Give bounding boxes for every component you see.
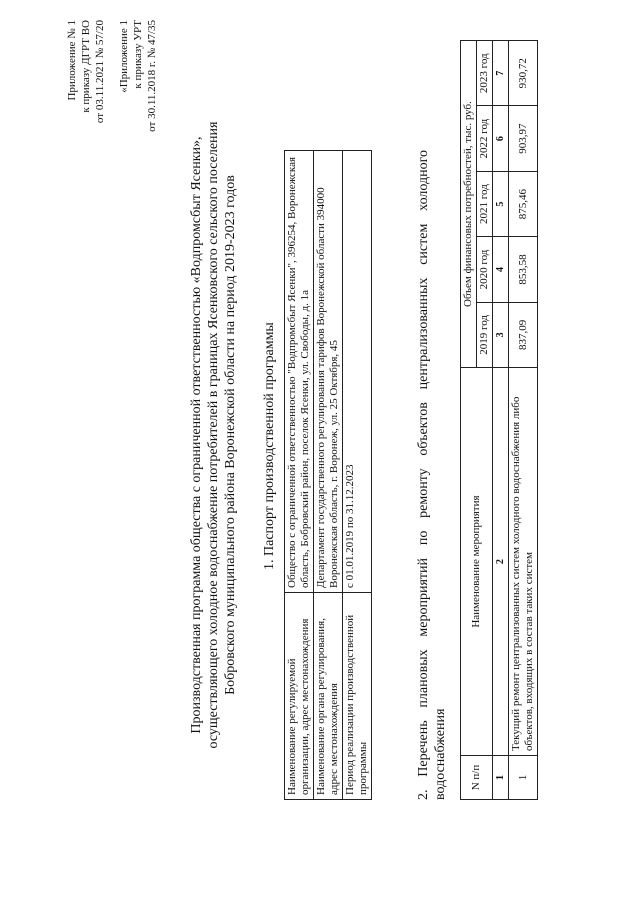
row-value-2021: 875,46 (509, 171, 538, 236)
appendix-1-line1: Приложение № 1 (66, 20, 78, 101)
passport-value: Департамент государственного регулирования тарифов Воронежской области 394000 Воронежская область, г. Воронеж, ул. 25 Октября, 45 (314, 151, 343, 593)
appendix-2-line3: от 30.11.2018 г. № 47/35 (146, 20, 158, 132)
section2-heading: 2. Перечень плановых мероприятий по ремонту объектов централизованных систем холодного водоснабжения (416, 150, 448, 800)
row-name: Текущий ремонт централизованных систем холодного водоснабжения либо объектов, входящих в состав таких систем (509, 368, 538, 756)
appendix-2 (117, 20, 159, 180)
passport-label: Наименование органа регулирования, адрес местонахождения (314, 593, 343, 800)
passport-value: Общество с ограниченной ответственностью "Водпромсбыт Ясенки", 396254, Воронежская область, Бобровский район, поселок Ясенки, ул. Свободы, д. 1а (285, 151, 314, 593)
row-value-2020: 853,58 (509, 237, 538, 302)
passport-table (284, 150, 372, 800)
passport-value: с 01.01.2019 по 31.12.2023 (343, 151, 372, 593)
table-row (509, 41, 538, 800)
row-num: 1 (509, 756, 538, 800)
header-year: 2023 год (477, 41, 493, 106)
measures-header-row (461, 41, 477, 800)
measures-table (460, 40, 538, 800)
passport-row (314, 151, 343, 800)
appendix-2-line1: «Приложение 1 (118, 20, 130, 93)
header-name: Наименование мероприятия (461, 368, 493, 756)
document-title (188, 115, 239, 755)
header-volume: Объем финансовых потребностей, тыс. руб. (461, 41, 477, 368)
index-cell: 4 (493, 237, 509, 302)
appendix-2-line2: к приказу УРТ (132, 20, 144, 89)
appendix-1 (65, 20, 107, 180)
title-line3: Бобровского муниципального района Воронежской области на период 2019-2023 годов (223, 175, 238, 695)
appendix-1-line3: от 03.11.2021 № 57/20 (94, 20, 106, 124)
title-line1: Производственная программа общества с ограниченной ответственностью «Водпромсбыт Ясенки», (189, 136, 204, 734)
section1-heading: 1. Паспорт производственной программы (262, 322, 277, 570)
passport-label: Период реализации производственной программы (343, 593, 372, 800)
row-value-2022: 903,97 (509, 106, 538, 171)
row-value-2023: 930,72 (509, 41, 538, 106)
appendix-1-line2: к приказу ДГРТ ВО (80, 20, 92, 113)
index-cell: 3 (493, 302, 509, 367)
header-year: 2022 год (477, 106, 493, 171)
index-cell: 2 (493, 368, 509, 756)
index-cell: 5 (493, 171, 509, 236)
row-value-2019: 837,09 (509, 302, 538, 367)
passport-row (285, 151, 314, 800)
header-year: 2020 год (477, 237, 493, 302)
passport-label: Наименование регулируемой организации, адрес местонахождения (285, 593, 314, 800)
index-cell: 6 (493, 106, 509, 171)
passport-row (343, 151, 372, 800)
appendix-header (65, 20, 169, 180)
measures-index-row (493, 41, 509, 800)
title-line2: осуществляющего холодное водоснабжение потребителей в границах Ясенковского сельского поселения (206, 121, 221, 749)
header-year: 2019 год (477, 302, 493, 367)
header-year: 2021 год (477, 171, 493, 236)
index-cell: 7 (493, 41, 509, 106)
index-cell: 1 (493, 756, 509, 800)
header-num: N п/п (461, 756, 493, 800)
